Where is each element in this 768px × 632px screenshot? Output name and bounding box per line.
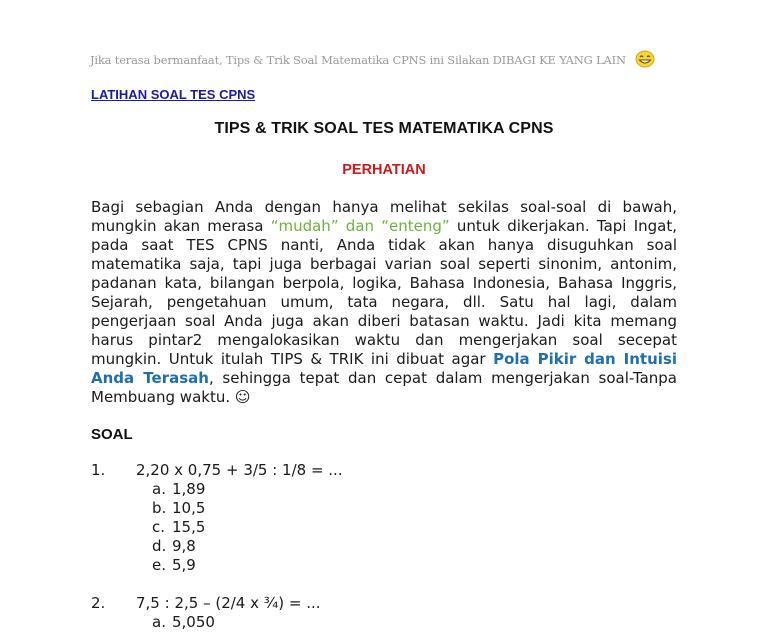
option-letter: b. [152,499,167,517]
option-item[interactable] [152,537,205,556]
highlight-mudah-enteng: “mudah” dan “enteng” [270,217,450,235]
option-value: 5,9 [172,556,196,574]
intro-paragraph [91,198,677,407]
option-value: 5,050 [172,613,215,631]
option-item[interactable] [152,480,205,499]
soal-heading: SOAL [91,426,133,443]
header-note-text: Jika terasa bermanfaat, Tips & Trik Soal Matematika CPNS ini Silakan DIBAGI KE YANG LAIN [90,53,626,67]
option-letter: c. [152,518,166,536]
option-value: 10,5 [172,499,206,517]
question-text: 7,5 : 2,5 – (2/4 x ¾) = ... [136,594,321,612]
question-number: 1. [91,461,106,479]
option-value: 9,8 [172,537,196,555]
smiley-icon [635,50,655,71]
question-number: 2. [91,594,106,612]
paragraph-part-3: , sehingga tepat dan cepat dalam mengerjakan soal-Tanpa Membuang waktu. ☺ [91,369,677,406]
perhatian-heading: PERHATIAN [342,162,426,178]
page-title: TIPS & TRIK SOAL TES MATEMATIKA CPNS [214,120,554,137]
paragraph-part-1: Bagi sebagian Anda dengan hanya melihat sekilas soal-soal di bawah, mungkin akan merasa [91,198,677,235]
paragraph-part-2: untuk dikerjakan. Tapi Ingat, pada saat TES CPNS nanti, Anda tidak akan hanya disuguhkan soal matematika saja, tapi juga berbagai varian soal seperti sinonim, antonim, padanan kata, bilangan berpola, logika, Bahasa Indonesia, Bahasa Inggris, Sejarah, pengetahuan umum, tata negara, dll. Satu hal lagi, dalam pengerjaan soal Anda juga akan diberi batasan waktu. Jadi kita memang harus pintar2 mengalokasikan waktu dan mengerjakan soal secepat mungkin. Untuk itulah TIPS & TRIK ini dibuat agar [91,217,677,368]
question-text: 2,20 x 0,75 + 3/5 : 1/8 = ... [136,461,343,479]
options-list [152,613,215,632]
option-letter: e. [152,556,166,574]
latihan-soal-link[interactable]: LATIHAN SOAL TES CPNS [91,87,256,102]
option-letter: d. [152,537,167,555]
option-item[interactable] [152,518,205,537]
option-value: 1,89 [172,480,206,498]
header-note [90,50,655,71]
option-value: 15,5 [172,518,206,536]
option-item[interactable] [152,499,205,518]
option-letter: a. [152,480,166,498]
options-list [152,480,205,575]
highlight-pola-pikir: Pola Pikir dan Intuisi Anda Terasah [91,350,677,387]
option-letter: a. [152,613,166,631]
option-item[interactable] [152,613,215,632]
option-item[interactable] [152,556,205,575]
